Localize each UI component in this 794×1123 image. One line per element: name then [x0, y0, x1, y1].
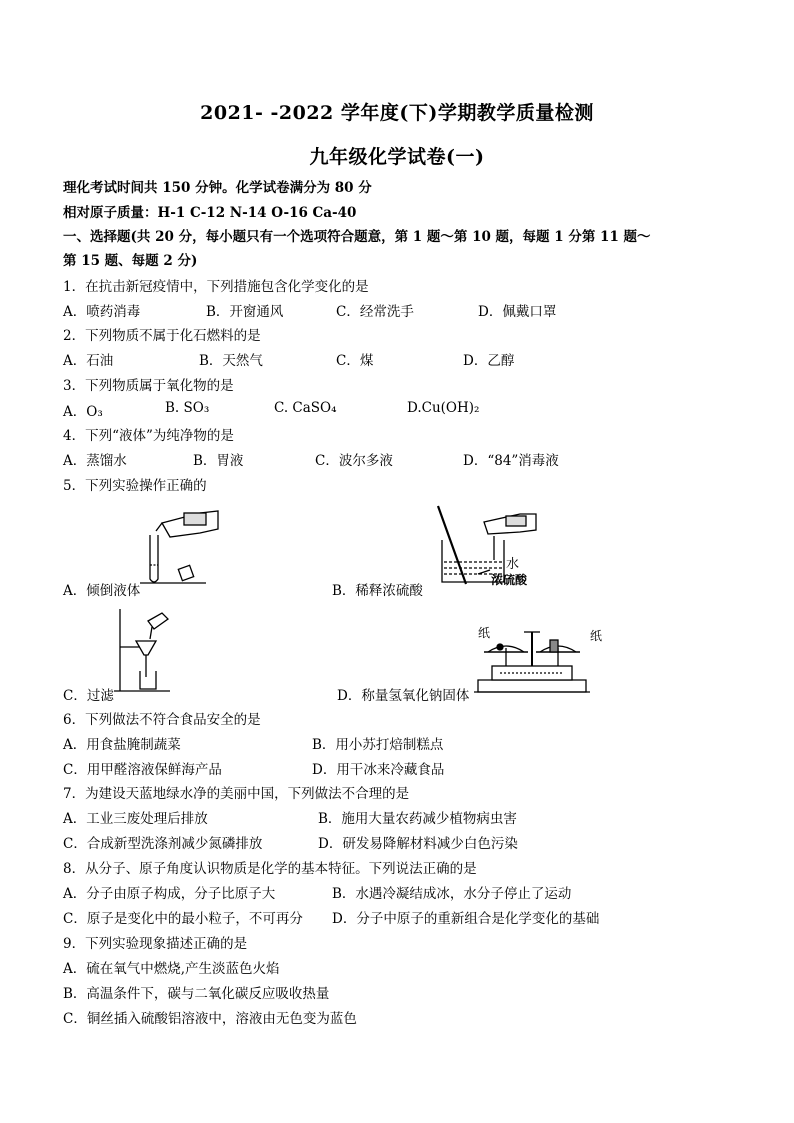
q7-option-a: A．工业三废处理后排放	[63, 811, 208, 827]
filtration-figure	[110, 605, 190, 695]
section-heading-line2: 第 15 题、每题 2 分)	[63, 253, 198, 269]
q4-option-c: C．波尔多液	[315, 453, 393, 469]
question-4-stem: 4．下列“液体”为纯净物的是	[63, 428, 234, 444]
q9-option-c: C．铜丝插入硫酸铝溶液中，溶液由无色变为蓝色	[63, 1011, 357, 1027]
time-note: 理化考试时间共 150 分钟。化学试卷满分为 80 分	[63, 180, 372, 196]
figure-label-paper-right: 纸	[590, 629, 603, 643]
q1-option-b: B．开窗通风	[206, 304, 284, 320]
section-heading-line1: 一、选择题(共 20 分，每小题只有一个选项符合题意，第 1 题～第 10 题，每题 1 分第 11 题～	[63, 229, 651, 245]
q9-option-a: A．硫在氧气中燃烧,产生淡蓝色火焰	[63, 961, 280, 977]
q1-option-c: C．经常洗手	[336, 304, 414, 320]
pouring-liquid-figure	[140, 505, 230, 587]
q2-option-c: C．煤	[336, 353, 374, 369]
q5-option-b: B．稀释浓硫酸	[332, 583, 423, 599]
q5-option-a: A．倾倒液体	[63, 583, 141, 599]
q6-option-a: A．用食盐腌制蔬菜	[63, 737, 181, 753]
q8-option-b: B．水遇冷凝结成冰，水分子停止了运动	[332, 886, 572, 902]
figure-label-paper-left: 纸	[478, 626, 491, 640]
q5-option-c: C．过滤	[63, 688, 114, 704]
q2-option-a: A．石油	[63, 353, 114, 369]
q6-option-c: C．用甲醛溶液保鲜海产品	[63, 762, 222, 778]
q6-option-b: B．用小苏打焙制糕点	[312, 737, 444, 753]
question-9-stem: 9．下列实验现象描述正确的是	[63, 936, 248, 952]
q5-option-d: D．称量氢氧化钠固体	[337, 688, 470, 704]
q6-option-d: D．用干冰来冷藏食品	[312, 762, 445, 778]
q3-option-a: A．O₃	[63, 404, 103, 420]
q7-option-c: C．合成新型洗涤剂减少氮磷排放	[63, 836, 263, 852]
q4-option-a: A．蒸馏水	[63, 453, 127, 469]
q3-option-b: B. SO₃	[165, 400, 210, 416]
q4-option-b: B．胃液	[193, 453, 244, 469]
q3-option-c: C. CaSO₄	[274, 400, 337, 416]
q7-option-d: D．研发易降解材料减少白色污染	[318, 836, 518, 852]
q7-option-b: B．施用大量农药减少植物病虫害	[318, 811, 517, 827]
q8-option-a: A．分子由原子构成，分子比原子大	[63, 886, 276, 902]
q9-option-b: B．高温条件下，碳与二氧化碳反应吸收热量	[63, 986, 330, 1002]
q2-option-b: B．天然气	[199, 353, 263, 369]
figure-label-acid: 浓硫酸	[491, 573, 528, 587]
question-5-stem: 5．下列实验操作正确的	[63, 478, 207, 494]
q2-option-d: D．乙醇	[463, 353, 515, 369]
q8-option-c: C．原子是变化中的最小粒子，不可再分	[63, 911, 303, 927]
q8-option-d: D．分子中原子的重新组合是化学变化的基础	[332, 911, 600, 927]
question-7-stem: 7．为建设天蓝地绿水净的美丽中国，下列做法不合理的是	[63, 786, 410, 802]
figure-label-water: 水	[506, 557, 520, 572]
q1-option-a: A．喷药消毒	[63, 304, 141, 320]
question-3-stem: 3．下列物质属于氧化物的是	[63, 378, 234, 394]
exam-title: 2021- -2022 学年度(下)学期教学质量检测	[200, 102, 594, 124]
question-8-stem: 8．从分子、原子角度认识物质是化学的基本特征。下列说法正确的是	[63, 861, 477, 877]
exam-subtitle: 九年级化学试卷(一)	[309, 146, 485, 168]
question-6-stem: 6．下列做法不符合食品安全的是	[63, 712, 261, 728]
q3-option-d: D.Cu(OH)₂	[407, 400, 480, 416]
q1-option-d: D．佩戴口罩	[478, 304, 557, 320]
atomic-mass: 相对原子质量：H-1 C-12 N-14 O-16 Ca-40	[63, 205, 357, 221]
question-1-stem: 1．在抗击新冠疫情中，下列措施包含化学变化的是	[63, 279, 369, 295]
q4-option-d: D．“84”消毒液	[463, 453, 559, 469]
question-2-stem: 2．下列物质不属于化石燃料的是	[63, 328, 261, 344]
